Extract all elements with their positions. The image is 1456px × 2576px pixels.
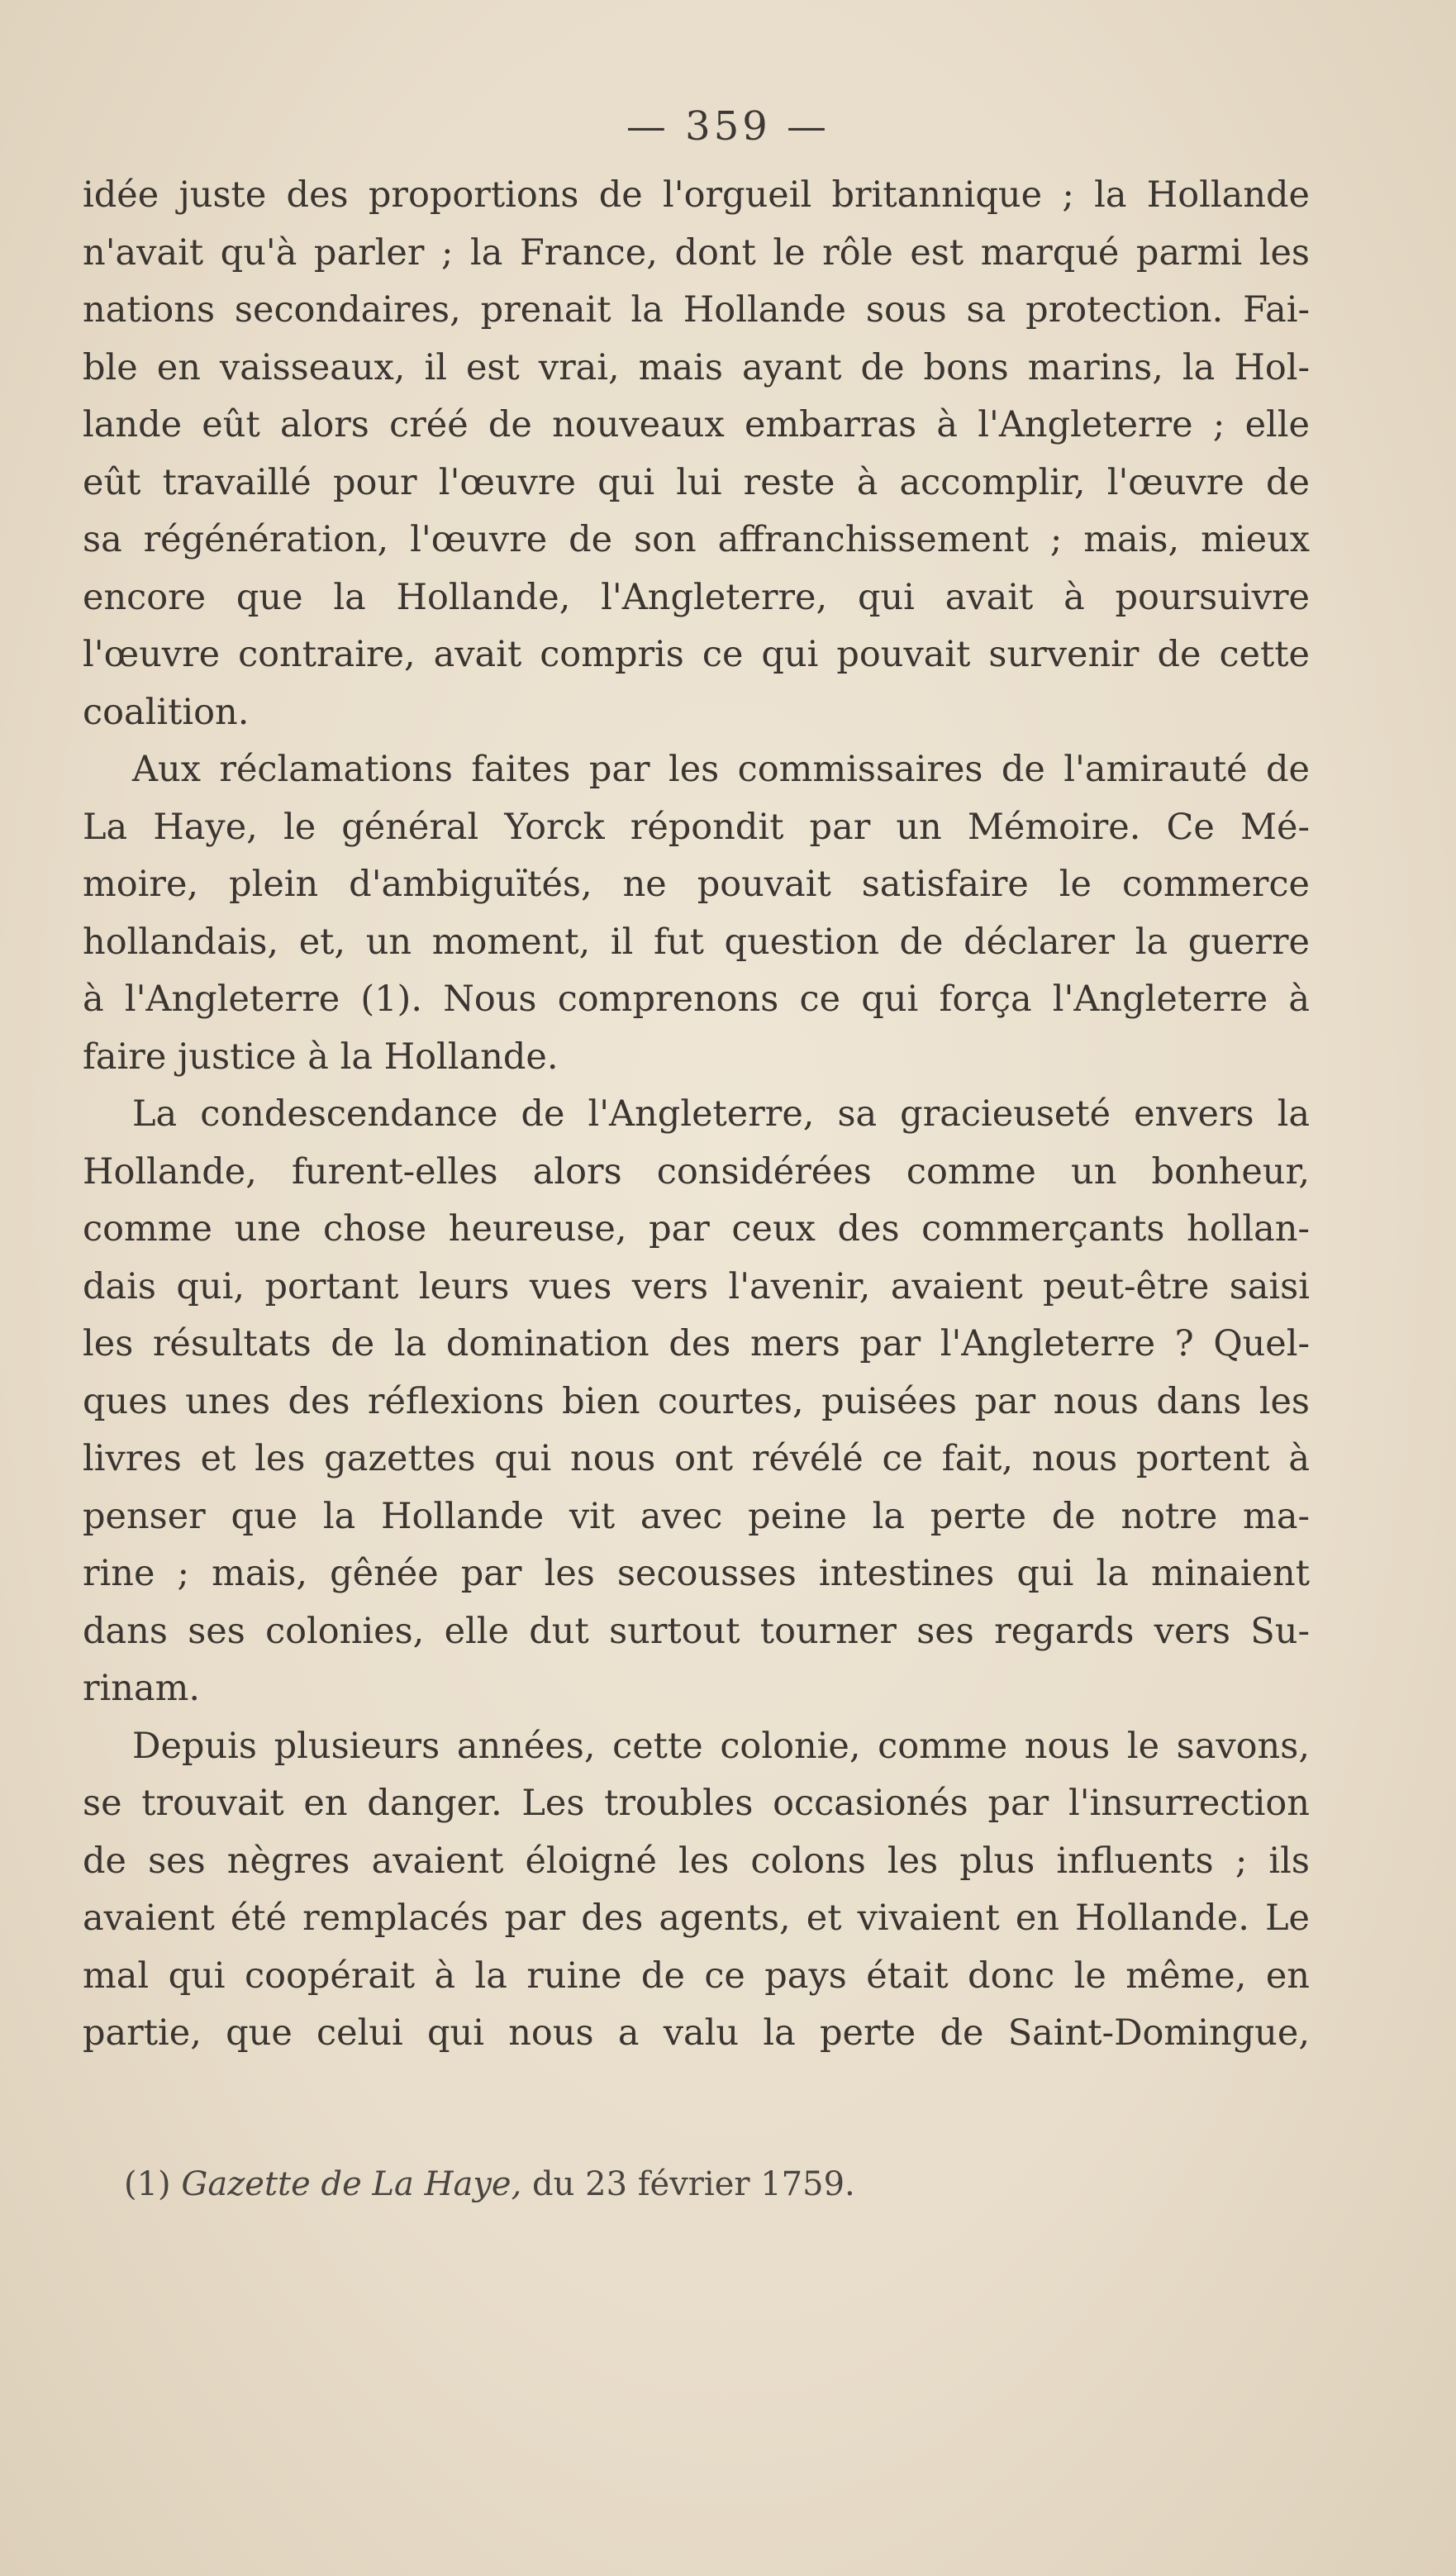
text-line: comme une chose heureuse, par ceux des commerçants hollan- [83,1208,1310,1250]
footnote-marker: (1) [124,2165,171,2203]
text-line: faire justice à la Hollande. [83,1036,559,1078]
paragraph-start: Depuis plusieurs années, cette colonie, comme nous le savons, [132,1725,1310,1767]
text-line: coalition. [83,691,250,733]
text-line: hollandais, et, un moment, il fut question de déclarer la guerre [83,921,1310,963]
text-line: idée juste des proportions de l'orgueil britannique ; la Hollande [83,174,1310,216]
text-line: ques unes des réflexions bien courtes, puisées par nous dans les [83,1380,1310,1422]
footnote-text: du 23 février 1759. [532,2165,855,2203]
text-line: livres et les gazettes qui nous ont révélé ce fait, nous portent à [83,1438,1310,1479]
text-line: de ses nègres avaient éloigné les colons les plus influents ; ils [83,1840,1310,1882]
text-line: rinam. [83,1668,201,1709]
text-line: ble en vaisseaux, il est vrai, mais ayant de bons marins, la Hol- [83,346,1310,388]
paragraph-start: La condescendance de l'Angleterre, sa gracieuseté envers la [132,1093,1310,1135]
text-line: l'œuvre contraire, avait compris ce qui pouvait survenir de cette [83,634,1310,675]
text-line: eût travaillé pour l'œuvre qui lui reste à accomplir, l'œuvre de [83,461,1310,503]
footnote [124,2165,855,2203]
text-line: dais qui, portant leurs vues vers l'avenir, avaient peut-être saisi [83,1265,1310,1307]
footnote-title: Gazette de La Haye, [181,2165,522,2203]
page-number: — 359 — [626,103,830,150]
paragraph-start: Aux réclamations faites par les commissaires de l'amirauté de [132,749,1310,790]
text-line: partie, que celui qui nous a valu la perte de Saint-Domingue, [83,2012,1310,2054]
text-line: Hollande, furent-elles alors considérées comme un bonheur, [83,1150,1310,1193]
text-line: n'avait qu'à parler ; la France, dont le rôle est marqué parmi les [83,231,1310,274]
text-line: dans ses colonies, elle dut surtout tourner ses regards vers Su- [83,1610,1310,1652]
text-line: penser que la Hollande vit avec peine la perte de notre ma- [83,1495,1310,1537]
text-line: encore que la Hollande, l'Angleterre, qui avait à poursuivre [83,576,1310,618]
text-line: moire, plein d'ambiguïtés, ne pouvait satisfaire le commerce [83,864,1310,905]
text-line: sa régénération, l'œuvre de son affranchissement ; mais, mieux [83,519,1310,560]
text-line: rine ; mais, gênée par les secousses intestines qui la minaient [83,1553,1310,1594]
body-text [83,167,1310,2063]
text-line: La Haye, le général Yorck répondit par un Mémoire. Ce Mé- [83,806,1310,848]
text-line: mal qui coopérait à la ruine de ce pays était donc le même, en [83,1955,1310,1997]
text-line: à l'Angleterre (1). Nous comprenons ce qui força l'Angleterre à [83,978,1310,1020]
text-line: nations secondaires, prenait la Hollande sous sa protection. Fai- [83,289,1310,331]
text-line: les résultats de la domination des mers par l'Angleterre ? Quel- [83,1323,1310,1364]
text-line: se trouvait en danger. Les troubles occasionés par l'insurrection [83,1783,1310,1824]
text-line: avaient été remplacés par des agents, et vivaient en Hollande. Le [83,1897,1310,1939]
text-line: lande eût alors créé de nouveaux embarras à l'Angleterre ; elle [83,404,1310,445]
